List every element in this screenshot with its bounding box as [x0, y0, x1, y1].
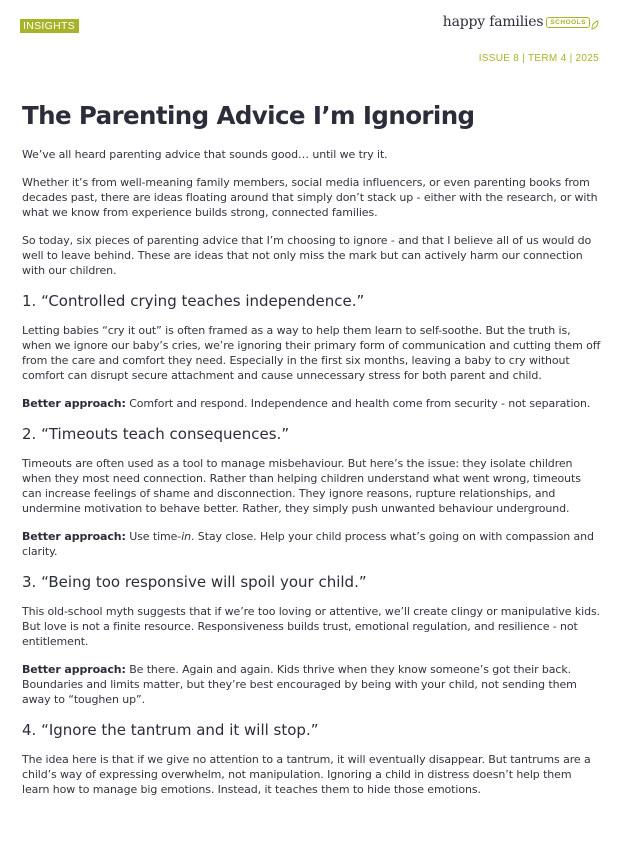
- article-title: The Parenting Advice I’m Ignoring: [22, 101, 475, 130]
- brand-name: happy families: [442, 14, 544, 30]
- section-body: Letting babies “cry it out” is often framed as a way to help them learn to self-soothe. But the truth is, when we ignore our baby’s cries, we’re ignoring their primary form of communication and cutting them off from the care and comfort they need. Especially in the first six months, leaving a baby to cry without comfort can disrupt secure attachment and cause unnecessary stress for both parent and child.: [22, 324, 601, 382]
- better-approach-label: Better approach:: [22, 530, 126, 543]
- section-body: This old-school myth suggests that if we’re too loving or attentive, we’ll create clingy or manipulative kids. But love is not a finite resource. Responsiveness builds trust, emotional regulation, and resilience - not entitlement.: [22, 605, 600, 648]
- better-approach-label: Better approach:: [22, 397, 126, 410]
- intro-paragraph: Whether it’s from well-meaning family members, social media influencers, or even parenting books from decades past, there are ideas floating around that simply don’t stack up - either with the research, or with what we know from experience builds strong, connected families.: [22, 176, 598, 219]
- section-body: The idea here is that if we give no attention to a tantrum, it will eventually disappear. But tantrums are a child’s way of expressing overwhelm, not manipulation. Ignoring a child in distress doesn’t help them learn how to manage big emotions. Instead, it teaches them to hide those emotions.: [22, 753, 591, 796]
- better-approach: [22, 396, 602, 411]
- brand-logo: [443, 14, 599, 30]
- better-approach: [22, 662, 602, 707]
- article: [22, 100, 602, 810]
- better-approach-text: Be there. Again and again. Kids thrive when they know someone’s got their back. Boundaries and limits matter, but they’re best encouraged by being with your child, not sending them away to “toughen up”.: [22, 663, 577, 706]
- brand-tag: SCHOOLS: [546, 17, 590, 28]
- leaf-icon: [591, 20, 599, 30]
- section-heading: 4. “Ignore the tantrum and it will stop.”: [22, 721, 319, 739]
- better-approach-label: Better approach:: [22, 663, 126, 676]
- category-badge: INSIGHTS: [20, 19, 79, 33]
- section-heading: 2. “Timeouts teach consequences.”: [22, 425, 290, 443]
- section-heading: 3. “Being too responsive will spoil your child.”: [22, 573, 367, 591]
- better-approach: [22, 529, 602, 559]
- intro-paragraph: We’ve all heard parenting advice that sounds good… until we try it.: [22, 148, 388, 161]
- better-approach-emphasis: in: [181, 530, 192, 543]
- intro-paragraph: So today, six pieces of parenting advice that I’m choosing to ignore - and that I believe all of us would do well to leave behind. These are ideas that not only miss the mark but can actively harm our connection with our children.: [22, 234, 592, 277]
- better-approach-text: Use time-: [125, 530, 182, 543]
- better-approach-text: Comfort and respond. Independence and health come from security - not separation.: [125, 397, 591, 410]
- section-body: Timeouts are often used as a tool to manage misbehaviour. But here’s the issue: they isolate children when they most need connection. Rather than helping children understand what went wrong, timeouts can increase feelings of shame and disconnection. They ignore reasons, rupture relationships, and undermine motivation to behave better. Rather, they simply push unwanted behaviour underground.: [22, 457, 581, 515]
- issue-info: ISSUE 8 | TERM 4 | 2025: [478, 53, 599, 64]
- better-approach-text: . Stay close. Help your child process what’s going on with compassion and clarity.: [22, 530, 594, 558]
- section-heading: 1. “Controlled crying teaches independence.”: [22, 292, 365, 310]
